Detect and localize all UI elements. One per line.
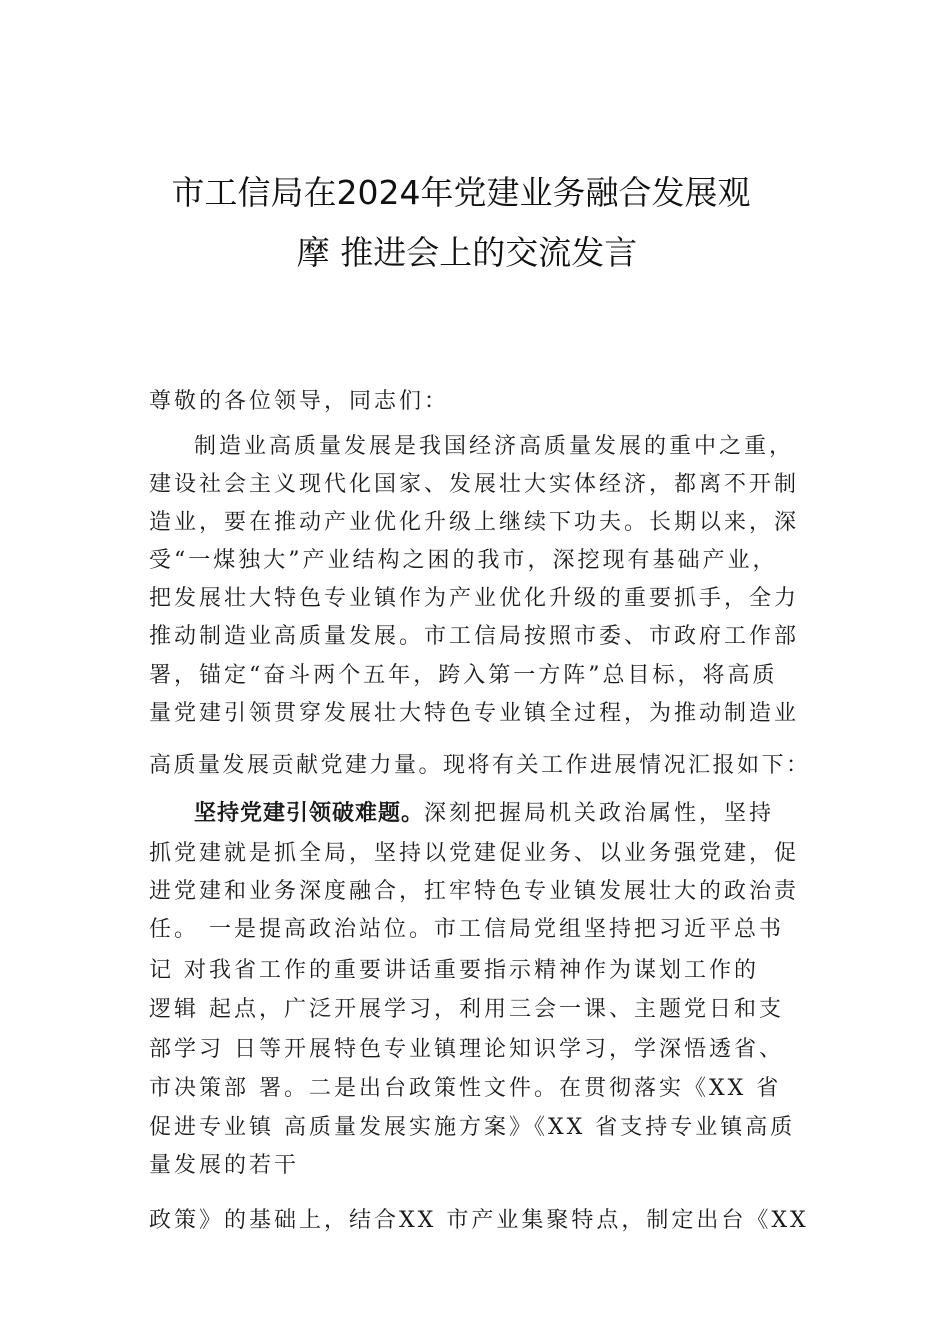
paragraph-1-line: 高质量发展贡献党建力量。现将有关工作进展情况汇报如下： (149, 753, 811, 778)
paragraph-2-line: 市决策部 署。二是出台政策性文件。在贯彻落实《XX 省 (149, 1076, 782, 1101)
document-title-line-1: 市工信局在2024年党建业务融合发展观 (171, 173, 751, 212)
paragraph-1-line: 制造业高质量发展是我国经济高质量发展的重中之重， (194, 434, 795, 459)
paragraph-2-heading: 坚持党建引领破难题。 (194, 801, 425, 826)
paragraph-2-line: 任。 一是提高政治站位。市工信局党组坚持把习近平总书 (149, 917, 784, 942)
paragraph-2-line: 逻辑 起点，广泛开展学习，利用三会一课、主题党日和支 (149, 997, 784, 1022)
paragraph-1-line: 量党建引领贯穿发展壮大特色专业镇全过程，为推动制造业 (149, 701, 800, 726)
paragraph-1-line: 署，锚定“奋斗两个五年，跨入第一方阵”总目标，将高质 (149, 663, 778, 688)
paragraph-1-line: 把发展壮大特色专业镇作为产业优化升级的重要抓手，全力 (149, 586, 800, 611)
paragraph-2-line: 促进专业镇 高质量发展实施方案》《XX 省支持专业镇高质 (149, 1115, 796, 1140)
paragraph-2-first-rest: 深刻把握局机关政治属性，坚持 (424, 801, 775, 826)
paragraph-2-line: 抓党建就是抓全局，坚持以党建促业务、以业务强党建，促 (149, 841, 800, 866)
salutation: 尊敬的各位领导，同志们： (149, 389, 450, 414)
paragraph-1-line: 受“一煤独大”产业结构之困的我市，深挖现有基础产业， (149, 548, 778, 573)
paragraph-2-line: 部学习 日等开展特色专业镇理论知识学习，学深悟透省、 (149, 1037, 784, 1062)
paragraph-2-line: 进党建和业务深度融合，扛牢特色专业镇发展壮大的政治责 (149, 879, 800, 904)
paragraph-2-line: 政策》的基础上，结合XX 市产业集聚特点，制定出台《XX (149, 1208, 809, 1233)
paragraph-1-line: 造业，要在推动产业优化升级上继续下功夫。长期以来，深 (149, 510, 800, 535)
paragraph-1-line: 推动制造业高质量发展。市工信局按照市委、市政府工作部 (149, 624, 800, 649)
document-title-line-2: 摩 推进会上的交流发言 (296, 233, 638, 272)
paragraph-2-first-line (194, 796, 774, 827)
paragraph-2-line: 记 对我省工作的重要讲话重要指示精神作为谋划工作的 (149, 958, 759, 983)
paragraph-2-line: 量发展的若干 (149, 1153, 300, 1178)
paragraph-1-line: 建设社会主义现代化国家、发展壮大实体经济，都离不开制 (149, 472, 800, 497)
